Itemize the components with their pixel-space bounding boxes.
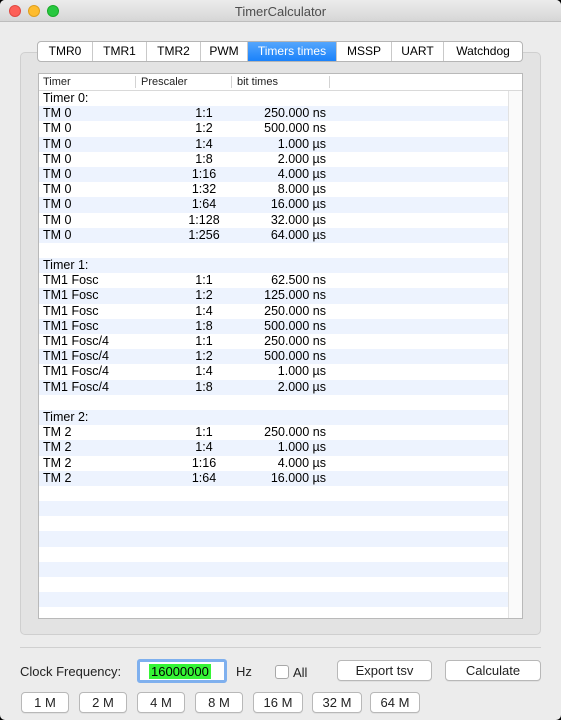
timer-cell: TM1 Fosc: [43, 318, 99, 333]
bit-time-cell: 4.000 µs: [277, 166, 326, 181]
table-body: [39, 91, 509, 618]
clock-frequency-value: 16000000: [151, 664, 209, 679]
bit-time-cell: 8.000 µs: [277, 182, 326, 197]
bit-time-cell: 1.000 µs: [277, 136, 326, 151]
bit-time-cell: 1.000 µs: [277, 364, 326, 379]
table-header: [39, 74, 522, 91]
preset-32m-button[interactable]: 32 M: [312, 692, 362, 713]
table-row[interactable]: [39, 273, 509, 288]
prescaler-cell: 1:8: [195, 318, 213, 333]
window-title: TimerCalculator: [234, 4, 327, 19]
table-row[interactable]: [39, 243, 509, 258]
table-row[interactable]: [39, 531, 509, 546]
table-row[interactable]: [39, 121, 509, 136]
bit-time-cell: 2.000 µs: [277, 379, 326, 394]
hz-unit-label: Hz: [236, 664, 252, 679]
timer-cell: TM 2: [43, 470, 72, 485]
prescaler-cell: 1:2: [195, 349, 213, 364]
timer-cell: TM 2: [43, 440, 72, 455]
clock-frequency-label: Clock Frequency:: [20, 664, 122, 679]
timer-cell: TM 0: [43, 106, 72, 121]
bit-time-cell: 4.000 µs: [277, 455, 326, 470]
table-row[interactable]: [39, 562, 509, 577]
timer-cell: TM1 Fosc/4: [43, 334, 109, 348]
clock-frequency-input[interactable]: [137, 659, 227, 683]
table-row[interactable]: [39, 152, 509, 167]
column-header-bit-times[interactable]: bit times: [237, 76, 278, 88]
bit-time-cell: 250.000 ns: [264, 303, 326, 318]
prescaler-cell: 1:1: [195, 425, 213, 440]
title-bar: [0, 0, 561, 22]
calculate-button[interactable]: Calculate: [445, 660, 541, 681]
timer-cell: TM 0: [43, 197, 72, 212]
all-checkbox[interactable]: [275, 665, 289, 679]
timer-cell: TM 2: [43, 425, 72, 440]
table-row[interactable]: [39, 577, 509, 592]
timer-cell: TM 0: [43, 136, 72, 151]
bit-time-cell: 16.000 µs: [270, 197, 326, 212]
table-row[interactable]: [39, 380, 509, 395]
bit-time-cell: 250.000 ns: [264, 106, 326, 121]
table-row[interactable]: [39, 304, 509, 319]
table-row[interactable]: [39, 349, 509, 364]
timer-table[interactable]: [38, 73, 523, 619]
table-row[interactable]: [39, 197, 509, 212]
table-row[interactable]: [39, 425, 509, 440]
column-header-timer[interactable]: Timer: [43, 76, 71, 88]
prescaler-cell: 1:4: [195, 136, 213, 151]
table-row[interactable]: [39, 137, 509, 152]
bit-time-cell: 62.500 ns: [271, 273, 326, 288]
prescaler-cell: 1:8: [195, 379, 213, 394]
prescaler-cell: 1:4: [195, 303, 213, 318]
table-row[interactable]: [39, 364, 509, 379]
table-row[interactable]: [39, 440, 509, 455]
timer-cell: TM 0: [43, 182, 72, 197]
tab-pwm[interactable]: PWM: [201, 42, 248, 61]
table-row[interactable]: [39, 213, 509, 228]
timer-cell: TM1 Fosc/4: [43, 349, 109, 364]
tab-watchdog[interactable]: Watchdog: [456, 44, 510, 58]
prescaler-cell: 1:256: [188, 227, 220, 242]
timer-cell: TM 0: [43, 166, 72, 181]
timer-cell: TM1 Fosc/4: [43, 364, 109, 379]
bit-time-cell: 500.000 ns: [264, 349, 326, 364]
timer-cell: Timer 0:: [43, 91, 89, 105]
timer-cell: TM1 Fosc/4: [43, 379, 109, 394]
table-row[interactable]: [39, 592, 509, 607]
table-row[interactable]: [39, 228, 509, 243]
bit-time-cell: 250.000 ns: [264, 425, 326, 440]
tab-tmr1[interactable]: TMR1: [93, 42, 147, 61]
preset-64m-button[interactable]: 64 M: [370, 692, 420, 713]
table-row[interactable]: [39, 91, 509, 106]
preset-1m-button[interactable]: 1 M: [21, 692, 69, 713]
prescaler-cell: 1:4: [195, 440, 213, 455]
table-row[interactable]: [39, 258, 509, 273]
column-header-prescaler[interactable]: Prescaler: [141, 76, 188, 88]
timer-cell: TM1 Fosc: [43, 288, 99, 303]
table-row[interactable]: [39, 410, 509, 425]
timer-cell: TM 0: [43, 227, 72, 242]
vertical-scrollbar[interactable]: [508, 91, 522, 618]
prescaler-cell: 1:64: [191, 470, 217, 485]
bit-time-cell: 32.000 µs: [270, 212, 326, 227]
prescaler-cell: 1:8: [195, 151, 213, 166]
preset-4m-button[interactable]: 4 M: [137, 692, 185, 713]
prescaler-cell: 1:64: [191, 197, 217, 212]
column-divider[interactable]: [231, 76, 232, 88]
prescaler-cell: 1:16: [191, 455, 217, 470]
prescaler-cell: 1:4: [195, 364, 213, 379]
table-row[interactable]: [39, 167, 509, 182]
column-divider[interactable]: [329, 76, 330, 88]
column-divider[interactable]: [135, 76, 136, 88]
prescaler-cell: 1:32: [191, 182, 217, 197]
table-row[interactable]: [39, 516, 509, 531]
table-row[interactable]: [39, 471, 509, 486]
table-row[interactable]: [39, 547, 509, 562]
bit-time-cell: 64.000 µs: [270, 227, 326, 242]
timer-cell: TM 2: [43, 455, 72, 470]
timer-cell: TM 0: [43, 151, 72, 166]
table-row[interactable]: [39, 456, 509, 471]
table-row[interactable]: [39, 182, 509, 197]
table-row[interactable]: [39, 607, 509, 619]
timer-cell: TM 0: [43, 212, 72, 227]
table-row[interactable]: [39, 501, 509, 516]
preset-8m-button[interactable]: 8 M: [195, 692, 243, 713]
export-tsv-button[interactable]: Export tsv: [337, 660, 432, 681]
tab-mssp[interactable]: MSSP: [337, 42, 392, 61]
prescaler-cell: 1:128: [188, 212, 220, 227]
timer-cell: Timer 2:: [43, 409, 89, 424]
prescaler-cell: 1:1: [195, 106, 213, 121]
all-checkbox-label: All: [293, 665, 308, 680]
timer-cell: Timer 1:: [43, 258, 89, 273]
table-row[interactable]: [39, 319, 509, 334]
preset-16m-button[interactable]: 16 M: [253, 692, 303, 713]
bit-time-cell: 500.000 ns: [264, 318, 326, 333]
prescaler-cell: 1:2: [195, 121, 213, 136]
prescaler-cell: 1:16: [191, 166, 217, 181]
tab-timers-times[interactable]: Timers times: [248, 42, 337, 61]
prescaler-cell: 1:2: [195, 288, 213, 303]
table-row[interactable]: [39, 334, 509, 349]
tab-tmr0[interactable]: TMR0: [38, 42, 93, 61]
tab-bar: [37, 41, 523, 62]
preset-2m-button[interactable]: 2 M: [79, 692, 127, 713]
tab-tmr2[interactable]: TMR2: [147, 42, 201, 61]
timer-cell: TM1 Fosc: [43, 303, 99, 318]
bit-time-cell: 125.000 ns: [264, 288, 326, 303]
timer-cell: TM 0: [43, 121, 72, 136]
bit-time-cell: 500.000 ns: [264, 121, 326, 136]
table-row[interactable]: [39, 106, 509, 121]
bit-time-cell: 1.000 µs: [277, 440, 326, 455]
bit-time-cell: 16.000 µs: [270, 470, 326, 485]
timer-cell: TM1 Fosc: [43, 273, 99, 288]
divider: [20, 647, 541, 648]
table-row[interactable]: [39, 486, 509, 501]
table-row[interactable]: [39, 395, 509, 410]
bit-time-cell: 250.000 ns: [264, 334, 326, 348]
table-row[interactable]: [39, 288, 509, 303]
prescaler-cell: 1:1: [195, 334, 213, 348]
tab-uart[interactable]: UART: [392, 42, 444, 61]
bit-time-cell: 2.000 µs: [277, 151, 326, 166]
prescaler-cell: 1:1: [195, 273, 213, 288]
